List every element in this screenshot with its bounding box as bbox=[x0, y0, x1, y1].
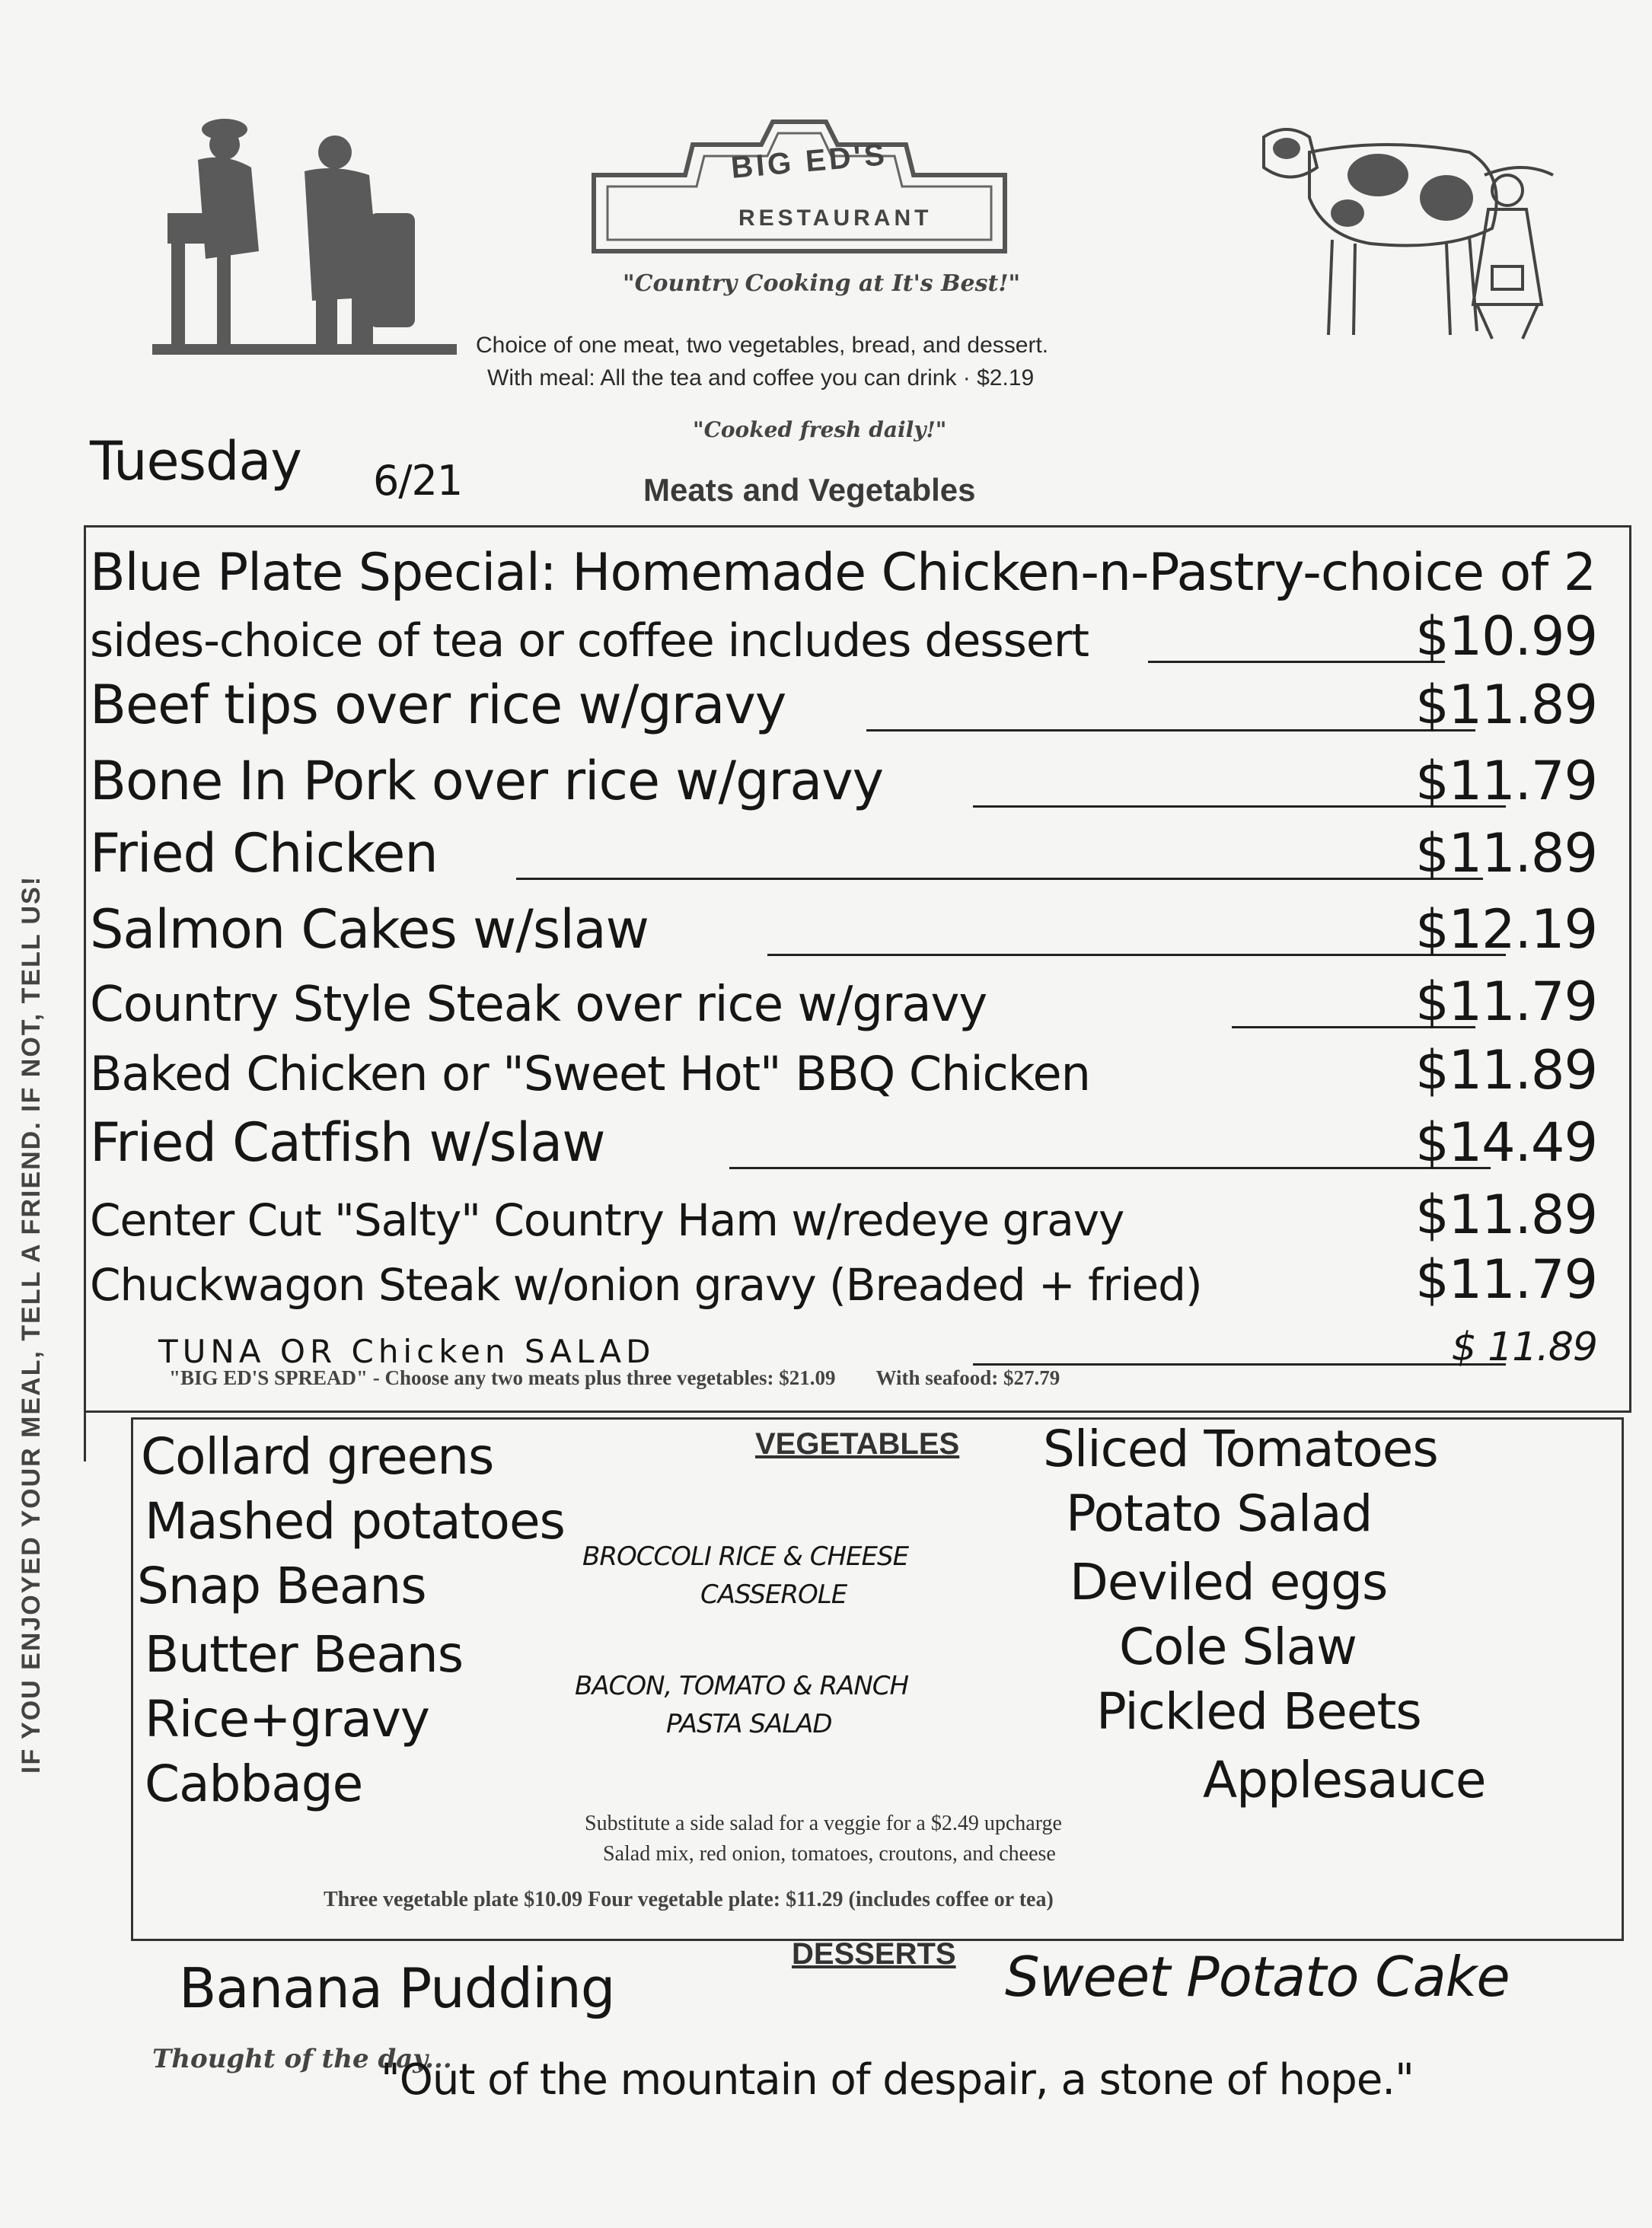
menu-item-price: $12.19 bbox=[1415, 898, 1597, 961]
section-title: Meats and Vegetables bbox=[643, 472, 976, 508]
dessert-item: Sweet Potato Cake bbox=[1005, 1945, 1510, 2009]
menu-item-price: $11.89 bbox=[1415, 674, 1597, 736]
menu-item-name: Blue Plate Special: Homemade Chicken-n-Pastry-choice of 2 bbox=[90, 543, 1596, 603]
date-label: 6/21 bbox=[373, 457, 463, 505]
desserts-title: DESSERTS bbox=[792, 1937, 956, 1971]
menu-item-name: Salmon Cakes w/slaw bbox=[90, 898, 649, 961]
menu-item-price: $10.99 bbox=[1415, 605, 1597, 668]
info-line-1: Choice of one meat, two vegetables, bread, and dessert. bbox=[476, 333, 1049, 358]
menu-item-price: $11.89 bbox=[1415, 822, 1597, 885]
vegetable-plates: Three vegetable plate $10.09 Four vegetable plate: $11.29 (includes coffee or tea) bbox=[324, 1888, 1054, 1911]
menu-item-name: Country Style Steak over rice w/gravy bbox=[90, 977, 987, 1033]
menu-row bbox=[90, 540, 1597, 609]
logo-frame bbox=[586, 114, 1013, 266]
salad-mix-note: Salad mix, red onion, tomatoes, croutons, and cheese bbox=[603, 1842, 1056, 1866]
menu-item-name: Beef tips over rice w/gravy bbox=[90, 674, 786, 736]
menu-row bbox=[90, 822, 1597, 891]
substitute-note: Substitute a side salad for a veggie for a $2.49 upcharge bbox=[585, 1812, 1062, 1835]
vegetable-item: BACON, TOMATO & RANCH bbox=[575, 1671, 909, 1701]
vegetable-item: Mashed potatoes bbox=[145, 1492, 565, 1551]
menu-item-name: Center Cut "Salty" Country Ham w/redeye gravy bbox=[90, 1194, 1124, 1246]
vegetable-item: CASSEROLE bbox=[700, 1579, 847, 1610]
dessert-item: Banana Pudding bbox=[179, 1956, 615, 2020]
cooked-fresh: "Cooked fresh daily!" bbox=[693, 417, 947, 442]
vegetable-item: Snap Beans bbox=[137, 1557, 426, 1615]
menu-item-price: $11.79 bbox=[1415, 971, 1597, 1033]
big-eds-spread bbox=[169, 1366, 1060, 1390]
vegetable-item: Cabbage bbox=[145, 1755, 363, 1813]
menu-item-name: Fried Catfish w/slaw bbox=[90, 1111, 605, 1174]
vegetable-item: Butter Beans bbox=[145, 1625, 464, 1684]
menu-item-name: TUNA OR Chicken SALAD bbox=[158, 1333, 655, 1370]
vegetable-item: BROCCOLI RICE & CHEESE bbox=[582, 1541, 909, 1572]
menu-item-price: $11.89 bbox=[1415, 1184, 1597, 1246]
farmer-woman-icon bbox=[1446, 167, 1568, 343]
tagline: "Country Cooking at It's Best!" bbox=[623, 270, 1021, 297]
thought-label: Thought of the day... bbox=[152, 2044, 452, 2074]
vegetable-item: Rice+gravy bbox=[145, 1690, 429, 1748]
leader-line bbox=[729, 1167, 1491, 1169]
spread-text: "BIG ED'S SPREAD" - Choose any two meats plus three vegetables: $21.09 bbox=[169, 1366, 836, 1389]
restaurant-subtitle: RESTAURANT bbox=[738, 206, 933, 231]
leader-line bbox=[1148, 661, 1445, 663]
menu-row bbox=[90, 971, 1597, 1039]
leader-line bbox=[516, 878, 1483, 880]
menu-row bbox=[90, 1039, 1597, 1108]
menu-item-name: Baked Chicken or "Sweet Hot" BBQ Chicken bbox=[90, 1046, 1090, 1101]
menu-item-name: sides-choice of tea or coffee includes dessert bbox=[90, 614, 1089, 668]
vegetable-item: Deviled eggs bbox=[1070, 1553, 1388, 1611]
menu-item-price: $14.49 bbox=[1415, 1111, 1597, 1174]
menu-item-name: Chuckwagon Steak w/onion gravy (Breaded + fried) bbox=[90, 1259, 1202, 1311]
day-label: Tuesday bbox=[90, 430, 301, 492]
menu-item-name: Fried Chicken bbox=[90, 822, 438, 885]
farmers-silhouette-icon bbox=[152, 99, 457, 358]
info-line-2: With meal: All the tea and coffee you can drink · $2.19 bbox=[487, 365, 1035, 390]
restaurant-name: BIG ED'S bbox=[729, 138, 889, 185]
vegetable-item: Pickled Beets bbox=[1096, 1682, 1421, 1741]
side-message: IF YOU ENJOYED YOUR MEAL, TELL A FRIEND. IF NOT, TELL US! bbox=[17, 875, 46, 1774]
menu-row bbox=[90, 1184, 1597, 1252]
menu-row bbox=[90, 898, 1597, 967]
vegetable-item: Cole Slaw bbox=[1119, 1618, 1357, 1676]
menu-row bbox=[90, 674, 1597, 742]
leader-line bbox=[973, 1363, 1506, 1366]
menu-item-price: $ 11.89 bbox=[1451, 1324, 1597, 1370]
menu-item-price: $11.79 bbox=[1415, 1248, 1597, 1311]
vegetable-item: Applesauce bbox=[1203, 1751, 1486, 1809]
menu-row bbox=[90, 750, 1597, 818]
leader-line bbox=[767, 954, 1506, 956]
vegetables-title: VEGETABLES bbox=[755, 1427, 960, 1461]
leader-line bbox=[866, 729, 1475, 732]
menu-item-name: Bone In Pork over rice w/gravy bbox=[90, 750, 884, 812]
meats-box-left-border bbox=[84, 525, 86, 1461]
spread-seafood: With seafood: $27.79 bbox=[875, 1366, 1060, 1389]
menu-item-price: $11.79 bbox=[1415, 750, 1597, 812]
vegetable-item: Collard greens bbox=[141, 1427, 494, 1486]
vegetable-item: Potato Salad bbox=[1066, 1484, 1373, 1543]
vegetable-item: Sliced Tomatoes bbox=[1043, 1420, 1438, 1478]
thought-quote: "Out of the mountain of despair, a stone of hope." bbox=[381, 2055, 1414, 2105]
vegetable-item: PASTA SALAD bbox=[666, 1709, 832, 1739]
menu-row bbox=[90, 605, 1597, 674]
menu-item-price: $11.89 bbox=[1415, 1039, 1597, 1101]
menu-row bbox=[90, 1248, 1597, 1317]
menu-row bbox=[90, 1111, 1597, 1180]
